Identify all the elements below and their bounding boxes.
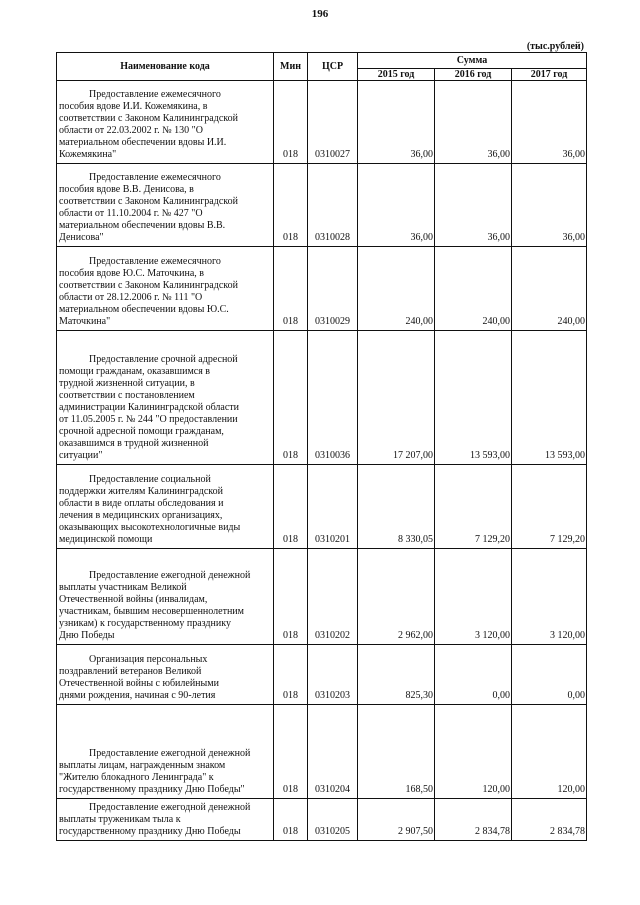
row-name — [57, 247, 274, 331]
row-name-line: Предоставление ежемесячного — [89, 172, 221, 183]
row-name-line: Денисова" — [59, 232, 104, 243]
row-name-line: трудной жизненной ситуации, в — [59, 378, 195, 389]
page-number: 196 — [311, 8, 329, 20]
row-2017: 240,00 — [512, 247, 587, 331]
row-name — [57, 645, 274, 705]
row-min: 018 — [274, 645, 308, 705]
row-2015: 36,00 — [358, 164, 435, 247]
row-name-line: Кожемякина" — [59, 149, 117, 160]
row-2016: 0,00 — [435, 645, 512, 705]
table-row — [57, 164, 587, 247]
row-name-line: узникам) к государственному празднику — [59, 618, 231, 629]
row-name-line: Предоставление социальной — [89, 474, 211, 485]
header-2016: 2016 год — [435, 69, 512, 81]
row-name-line: выплаты труженикам тыла к — [59, 814, 181, 825]
row-name-line: области в виде оплаты обследования и — [59, 498, 224, 509]
row-2015: 17 207,00 — [358, 331, 435, 465]
row-2016: 120,00 — [435, 705, 512, 799]
row-2017: 120,00 — [512, 705, 587, 799]
row-2017: 3 120,00 — [512, 549, 587, 645]
row-name-line: поддержки жителям Калининградской — [59, 486, 224, 497]
row-2016: 36,00 — [435, 164, 512, 247]
row-2015: 36,00 — [358, 81, 435, 164]
header-2015: 2015 год — [358, 69, 435, 81]
row-min: 018 — [274, 164, 308, 247]
row-min: 018 — [274, 331, 308, 465]
header-min: Мин — [274, 53, 308, 81]
row-min: 018 — [274, 81, 308, 164]
row-name-line: Предоставление ежегодной денежной — [89, 748, 251, 759]
row-name-line: Предоставление срочной адресной — [89, 354, 238, 365]
row-name-line: поздравлений ветеранов Великой — [59, 666, 202, 677]
row-csr: 0310027 — [308, 81, 358, 164]
row-name — [57, 81, 274, 164]
row-name-line: лечения в медицинских организациях, — [59, 510, 223, 521]
row-csr: 0310205 — [308, 799, 358, 841]
row-2017: 36,00 — [512, 164, 587, 247]
row-name-line: выплаты участникам Великой — [59, 582, 187, 593]
row-name — [57, 331, 274, 465]
row-name-line: материальном обеспечении вдовы И.И. — [59, 137, 227, 148]
table-row — [57, 645, 587, 705]
row-2016: 13 593,00 — [435, 331, 512, 465]
row-csr: 0310028 — [308, 164, 358, 247]
row-name — [57, 799, 274, 841]
row-name-line: Отечественной войны (инвалидам, — [59, 594, 208, 605]
header-csr: ЦСР — [308, 53, 358, 81]
row-2017: 7 129,20 — [512, 465, 587, 549]
row-name-line: медицинской помощи — [59, 534, 153, 545]
row-min: 018 — [274, 799, 308, 841]
row-name-line: соответствии с постановлением — [59, 390, 195, 401]
row-name-line: Маточкина" — [59, 316, 111, 327]
table-row — [57, 799, 587, 841]
row-2017: 36,00 — [512, 81, 587, 164]
row-name-line: днями рождения, начиная с 90-летия — [59, 690, 216, 701]
row-csr: 0310029 — [308, 247, 358, 331]
row-name-line: соответствии с Законом Калининградской — [59, 113, 238, 124]
row-name-line: области от 28.12.2006 г. № 111 "О — [59, 292, 203, 303]
row-name-line: государственному празднику Дню Победы — [59, 826, 241, 837]
header-2017: 2017 год — [512, 69, 587, 81]
row-name — [57, 705, 274, 799]
row-min: 018 — [274, 247, 308, 331]
row-name-line: Предоставление ежемесячного — [89, 89, 221, 100]
row-2016: 240,00 — [435, 247, 512, 331]
row-csr: 0310202 — [308, 549, 358, 645]
row-csr: 0310036 — [308, 331, 358, 465]
row-name-line: материальном обеспечении вдовы В.В. — [59, 220, 226, 231]
row-2015: 2 962,00 — [358, 549, 435, 645]
row-2016: 3 120,00 — [435, 549, 512, 645]
header-name: Наименование кода — [57, 53, 274, 81]
row-name-line: от 11.05.2005 г. № 244 "О предоставлении — [59, 414, 238, 425]
row-name-line: участникам, бывшим несовершеннолетним — [59, 606, 244, 617]
table-row — [57, 705, 587, 799]
row-min: 018 — [274, 549, 308, 645]
row-name — [57, 164, 274, 247]
header-sum: Сумма — [358, 53, 587, 69]
row-name-line: выплаты лицам, награжденным знаком — [59, 760, 226, 771]
budget-table — [56, 52, 587, 841]
row-name-line: соответствии с Законом Калининградской — [59, 280, 238, 291]
row-name — [57, 465, 274, 549]
units-label: (тыс.рублей) — [526, 41, 584, 52]
row-2015: 8 330,05 — [358, 465, 435, 549]
row-2015: 2 907,50 — [358, 799, 435, 841]
row-name-line: администрации Калининградской области — [59, 402, 239, 413]
row-name-line: пособия вдове Ю.С. Маточкина, в — [59, 268, 204, 279]
row-name-line: оказывающих высокотехнологичные виды — [59, 522, 241, 533]
row-name-line: области от 11.10.2004 г. № 427 "О — [59, 208, 203, 219]
row-name-line: государственному празднику Дню Победы" — [59, 784, 245, 795]
row-2017: 13 593,00 — [512, 331, 587, 465]
row-csr: 0310201 — [308, 465, 358, 549]
row-2016: 7 129,20 — [435, 465, 512, 549]
table-row — [57, 549, 587, 645]
row-2015: 240,00 — [358, 247, 435, 331]
row-name-line: материальном обеспечении вдовы Ю.С. — [59, 304, 229, 315]
table-row — [57, 465, 587, 549]
table-row — [57, 81, 587, 164]
row-csr: 0310203 — [308, 645, 358, 705]
row-2016: 2 834,78 — [435, 799, 512, 841]
row-name — [57, 549, 274, 645]
row-2017: 0,00 — [512, 645, 587, 705]
row-name-line: ситуации" — [59, 450, 103, 461]
row-2015: 168,50 — [358, 705, 435, 799]
row-min: 018 — [274, 705, 308, 799]
row-name-line: Отечественной войны с юбилейными — [59, 678, 219, 689]
row-name-line: Предоставление ежегодной денежной — [89, 570, 251, 581]
row-name-line: области от 22.03.2002 г. № 130 "О — [59, 125, 203, 136]
row-name-line: Предоставление ежегодной денежной — [89, 802, 251, 813]
row-min: 018 — [274, 465, 308, 549]
row-2016: 36,00 — [435, 81, 512, 164]
row-name-line: пособия вдове И.И. Кожемякина, в — [59, 101, 208, 112]
row-name-line: Организация персональных — [89, 654, 208, 665]
row-2017: 2 834,78 — [512, 799, 587, 841]
row-name-line: пособия вдове В.В. Денисова, в — [59, 184, 194, 195]
row-name-line: Дню Победы — [59, 630, 115, 641]
row-name-line: срочной адресной помощи гражданам, — [59, 426, 224, 437]
row-name-line: "Жителю блокадного Ленинграда" к — [59, 772, 214, 783]
table-row — [57, 331, 587, 465]
row-name-line: соответствии с Законом Калининградской — [59, 196, 238, 207]
row-csr: 0310204 — [308, 705, 358, 799]
row-name-line: оказавшимся в трудной жизненной — [59, 438, 209, 449]
table-row — [57, 247, 587, 331]
row-2015: 825,30 — [358, 645, 435, 705]
row-name-line: Предоставление ежемесячного — [89, 256, 221, 267]
row-name-line: помощи гражданам, оказавшимся в — [59, 366, 211, 377]
